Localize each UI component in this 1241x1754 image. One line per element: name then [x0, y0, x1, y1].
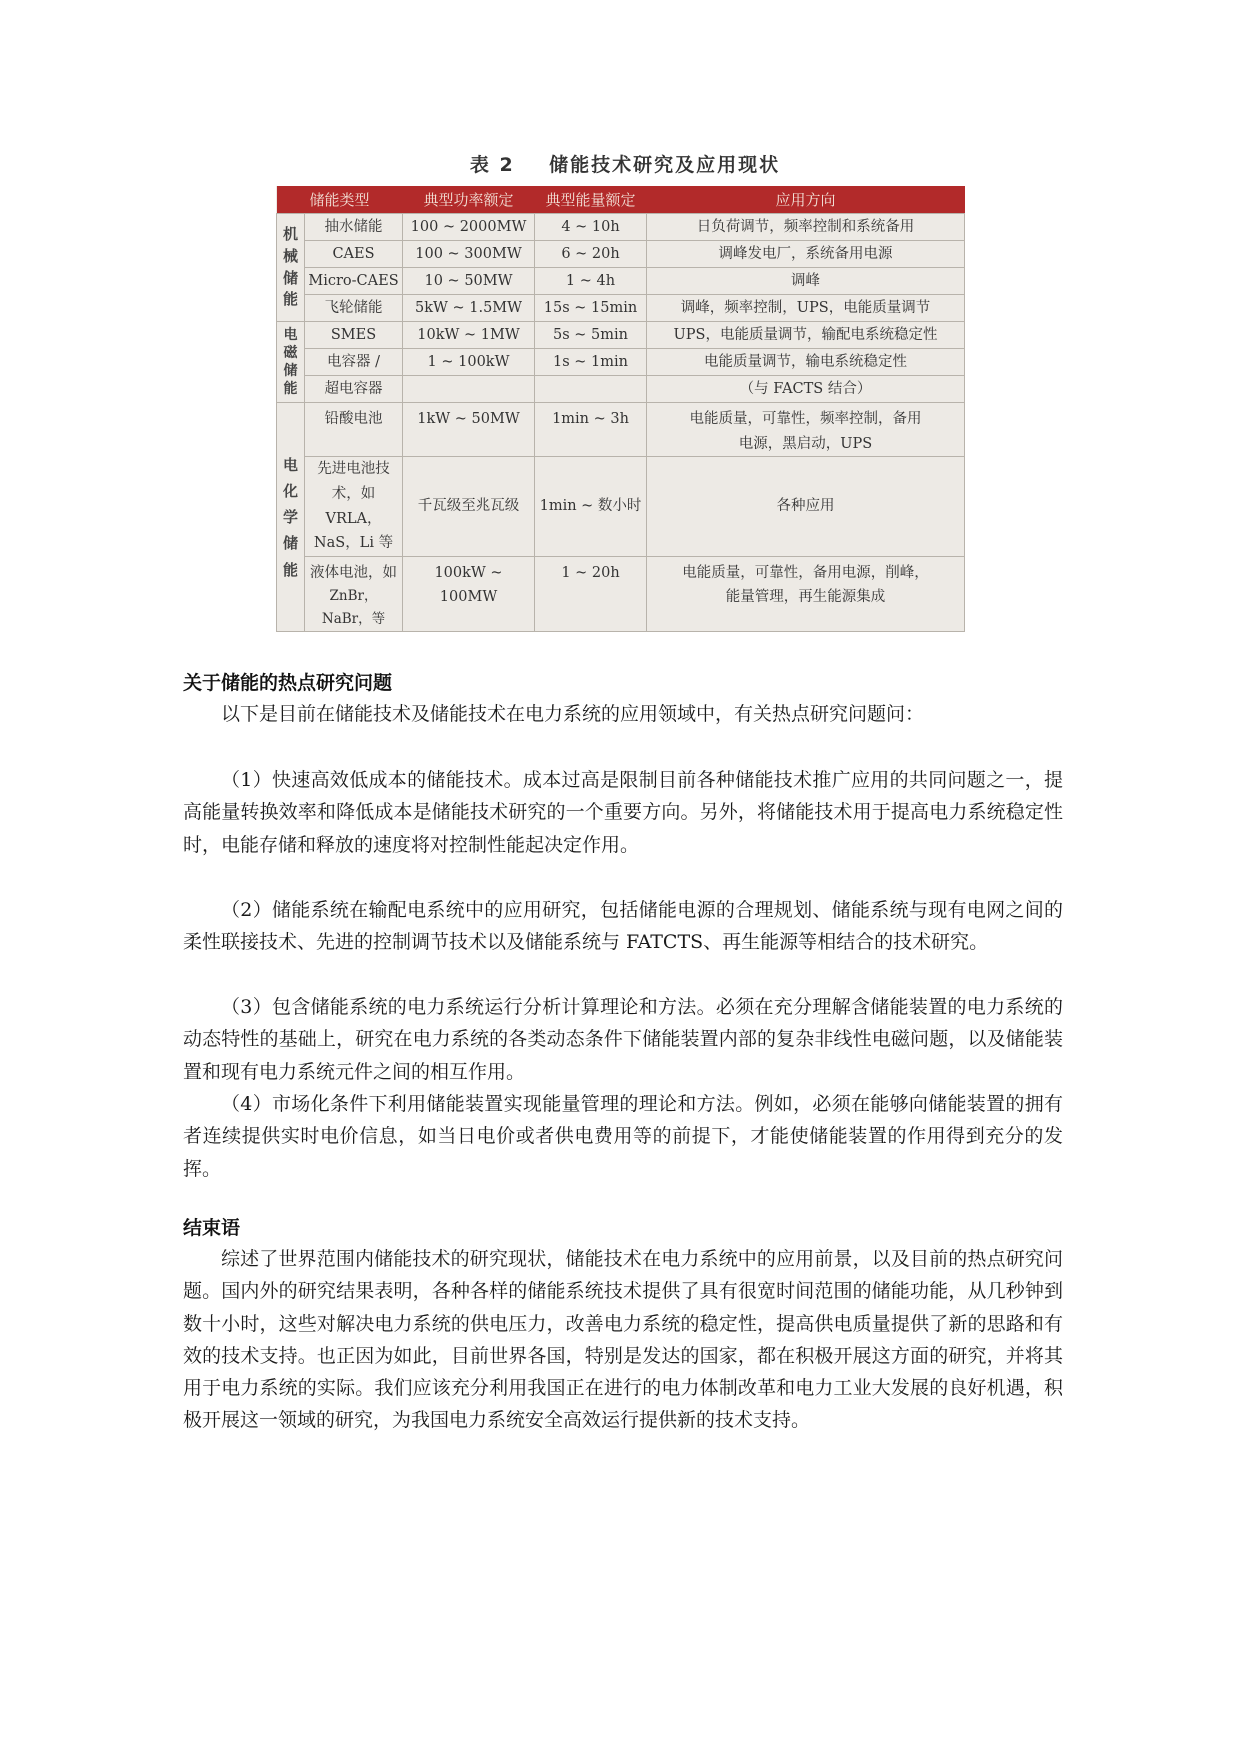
table-row	[277, 241, 965, 268]
cell-type: 飞轮储能	[305, 295, 403, 322]
cell-type-line: NaS，Li 等	[313, 535, 394, 552]
table-row	[277, 295, 965, 322]
header-type: 储能类型	[277, 186, 403, 214]
header-energy: 典型能量额定	[535, 186, 647, 214]
table-row	[277, 457, 965, 557]
cell-application: 各种应用	[647, 457, 965, 557]
cell-type: 抽水储能	[305, 214, 403, 241]
cell-type-line: 术，如 VRLA，	[325, 485, 382, 527]
cell-application: 调峰	[647, 268, 965, 295]
cell-type-line: ZnBr，NaBr，等	[321, 588, 386, 628]
cell-power: 10 ~ 50MW	[403, 268, 535, 295]
cell-power: 5kW ~ 1.5MW	[403, 295, 535, 322]
paragraph-item-4: （4）市场化条件下利用储能装置实现能量管理的理论和方法。例如，必须在能够向储能装置的拥有者连续提供实时电价信息，如当日电价或者供电费用等的前提下，才能使储能装置的作用得到充分的发挥。	[183, 1093, 1063, 1180]
category-electromagnetic: 电磁储能	[277, 322, 305, 403]
cell-energy: 1min ~ 3h	[535, 403, 647, 457]
cell-application	[647, 403, 965, 457]
cell-power: 10kW ~ 1MW	[403, 322, 535, 349]
cell-type: 超电容器	[305, 376, 403, 403]
cell-application: 电能质量调节，输电系统稳定性	[647, 349, 965, 376]
cell-application-line: 电能质量，可靠性，备用电源，削峰，	[682, 564, 929, 581]
storage-technology-table-figure	[276, 186, 964, 631]
cell-power: 100 ~ 2000MW	[403, 214, 535, 241]
cell-application: 调峰，频率控制，UPS，电能质量调节	[647, 295, 965, 322]
cell-application-line: 电能质量，可靠性，频率控制，备用	[689, 411, 922, 427]
storage-technology-table	[276, 186, 965, 632]
cell-type: CAES	[305, 241, 403, 268]
paragraph-item-3: （3）包含储能系统的电力系统运行分析计算理论和方法。必须在充分理解含储能装置的电力系统的动态特性的基础上，研究在电力系统的各类动态条件下储能装置内部的复杂非线性电磁问题，以及储能装置和现有电力系统元件之间的相互作用。	[183, 996, 1063, 1083]
table-caption: 表 2 储能技术研究及应用现状	[469, 154, 781, 176]
table-row	[277, 322, 965, 349]
cell-energy: 1 ~ 20h	[535, 556, 647, 632]
cell-energy: 1s ~ 1min	[535, 349, 647, 376]
table-row	[277, 349, 965, 376]
header-application: 应用方向	[647, 186, 965, 214]
header-power: 典型功率额定	[403, 186, 535, 214]
table-row	[277, 556, 965, 632]
paragraph-conclusion: 综述了世界范围内储能技术的研究现状，储能技术在电力系统中的应用前景，以及目前的热点研究问题。国内外的研究结果表明，各种各样的储能系统技术提供了具有很宽时间范围的储能功能，从几秒钟到数十小时，这些对解决电力系统的供电压力，改善电力系统的稳定性，提高供电质量提供了新的思路和有效的技术支持。也正因为如此，目前世界各国，特别是发达的国家，都在积极开展这方面的研究，并将其用于电力系统的实际。我们应该充分利用我国正在进行的电力体制改革和电力工业大发展的良好机遇，积极开展这一领域的研究，为我国电力系统安全高效运行提供新的技术支持。	[183, 1248, 1063, 1432]
category-mechanical: 机械储能	[277, 214, 305, 322]
cell-power: 100 ~ 300MW	[403, 241, 535, 268]
cell-type	[305, 457, 403, 557]
cell-power	[403, 376, 535, 403]
cell-type-line: 液体电池，如	[310, 564, 397, 581]
cell-energy	[535, 376, 647, 403]
cell-type: SMES	[305, 322, 403, 349]
category-electrochemical: 电化学储能	[277, 403, 305, 632]
cell-application-line: 能量管理，再生能源集成	[725, 589, 886, 606]
paragraph-intro: 以下是目前在储能技术及储能技术在电力系统的应用领域中，有关热点研究问题问：	[221, 703, 925, 725]
cell-energy: 1 ~ 4h	[535, 268, 647, 295]
cell-energy: 1min ~ 数小时	[535, 457, 647, 557]
cell-type-line: 先进电池技	[317, 461, 390, 478]
cell-application: （与 FACTS 结合）	[647, 376, 965, 403]
cell-application: UPS，电能质量调节，输配电系统稳定性	[647, 322, 965, 349]
cell-application: 日负荷调节，频率控制和系统备用	[647, 214, 965, 241]
section-heading-hotspots: 关于储能的热点研究问题	[183, 672, 393, 694]
cell-energy: 5s ~ 5min	[535, 322, 647, 349]
cell-type: 电容器 /	[305, 349, 403, 376]
cell-energy: 15s ~ 15min	[535, 295, 647, 322]
table-row	[277, 403, 965, 457]
cell-power: 千瓦级至兆瓦级	[403, 457, 535, 557]
paragraph-item-2: （2）储能系统在输配电系统中的应用研究，包括储能电源的合理规划、储能系统与现有电网之间的柔性联接技术、先进的控制调节技术以及储能系统与 FATCTS、再生能源等相结合的技术研究。	[183, 899, 1063, 954]
cell-application: 调峰发电厂，系统备用电源	[647, 241, 965, 268]
cell-type: 铅酸电池	[305, 403, 403, 457]
table-row	[277, 376, 965, 403]
cell-type: Micro-CAES	[305, 268, 403, 295]
cell-type	[305, 556, 403, 632]
table-row	[277, 268, 965, 295]
cell-power: 100kW ~ 100MW	[403, 556, 535, 632]
cell-energy: 6 ~ 20h	[535, 241, 647, 268]
table-row	[277, 214, 965, 241]
cell-power: 1 ~ 100kW	[403, 349, 535, 376]
cell-power: 1kW ~ 50MW	[403, 403, 535, 457]
paragraph-item-1: （1）快速高效低成本的储能技术。成本过高是限制目前各种储能技术推广应用的共同问题之一，提高能量转换效率和降低成本是储能技术研究的一个重要方向。另外，将储能技术用于提高电力系统稳定性时，电能存储和释放的速度将对控制性能起决定作用。	[183, 769, 1063, 856]
cell-application	[647, 556, 965, 632]
cell-application-line: 电源，黑启动，UPS	[738, 435, 873, 452]
cell-energy: 4 ~ 10h	[535, 214, 647, 241]
table-header-row	[277, 186, 965, 214]
section-heading-conclusion: 结束语	[183, 1217, 241, 1239]
